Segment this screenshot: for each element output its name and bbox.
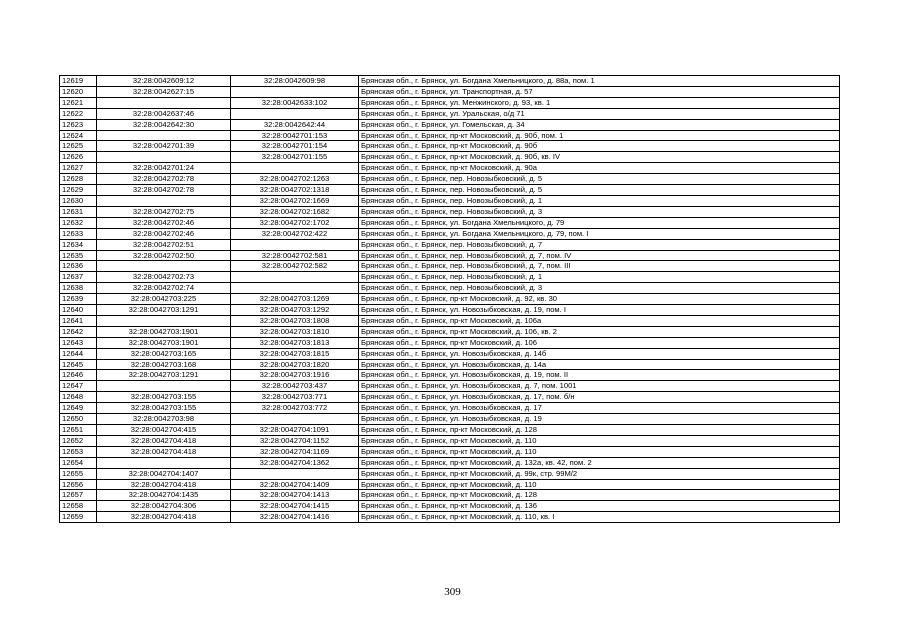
object-cadastral-number-cell: 32:28:0042703:1292	[231, 305, 359, 316]
row-number-cell: 12623	[60, 119, 97, 130]
object-cadastral-number-cell: 32:28:0042633:102	[231, 97, 359, 108]
row-number-cell: 12619	[60, 76, 97, 87]
address-cell: Брянская обл., г. Брянск, пер. Новозыбковский, д. 3	[359, 283, 840, 294]
table-row	[60, 261, 840, 272]
land-cadastral-number-cell: 32:28:0042703:168	[97, 359, 231, 370]
table-row	[60, 425, 840, 436]
object-cadastral-number-cell: 32:28:0042704:1152	[231, 435, 359, 446]
land-cadastral-number-cell	[97, 381, 231, 392]
address-cell: Брянская обл., г. Брянск, ул. Менжинского, д. 93, кв. 1	[359, 97, 840, 108]
row-number-cell: 12654	[60, 457, 97, 468]
table-row	[60, 239, 840, 250]
object-cadastral-number-cell: 32:28:0042704:1409	[231, 479, 359, 490]
address-cell: Брянская обл., г. Брянск, ул. Уральская, о/д 71	[359, 108, 840, 119]
address-cell: Брянская обл., г. Брянск, пер. Новозыбковский, д. 7	[359, 239, 840, 250]
table-row	[60, 163, 840, 174]
registry-body	[60, 76, 840, 523]
table-row	[60, 206, 840, 217]
row-number-cell: 12640	[60, 305, 97, 316]
row-number-cell: 12629	[60, 185, 97, 196]
table-row	[60, 250, 840, 261]
object-cadastral-number-cell	[231, 239, 359, 250]
object-cadastral-number-cell: 32:28:0042704:1362	[231, 457, 359, 468]
object-cadastral-number-cell	[231, 272, 359, 283]
land-cadastral-number-cell: 32:28:0042609:12	[97, 76, 231, 87]
land-cadastral-number-cell	[97, 457, 231, 468]
table-row	[60, 370, 840, 381]
table-row	[60, 435, 840, 446]
row-number-cell: 12624	[60, 130, 97, 141]
land-cadastral-number-cell: 32:28:0042703:225	[97, 294, 231, 305]
land-cadastral-number-cell: 32:28:0042702:78	[97, 185, 231, 196]
object-cadastral-number-cell: 32:28:0042702:1682	[231, 206, 359, 217]
land-cadastral-number-cell: 32:28:0042637:46	[97, 108, 231, 119]
table-row	[60, 217, 840, 228]
table-row	[60, 512, 840, 523]
row-number-cell: 12648	[60, 392, 97, 403]
table-row	[60, 108, 840, 119]
object-cadastral-number-cell: 32:28:0042704:1416	[231, 512, 359, 523]
row-number-cell: 12631	[60, 206, 97, 217]
land-cadastral-number-cell: 32:28:0042703:165	[97, 348, 231, 359]
table-row	[60, 305, 840, 316]
object-cadastral-number-cell: 32:28:0042704:1169	[231, 446, 359, 457]
object-cadastral-number-cell: 32:28:0042609:98	[231, 76, 359, 87]
land-cadastral-number-cell: 32:28:0042704:418	[97, 479, 231, 490]
land-cadastral-number-cell	[97, 152, 231, 163]
table-row	[60, 468, 840, 479]
object-cadastral-number-cell	[231, 108, 359, 119]
object-cadastral-number-cell: 32:28:0042702:581	[231, 250, 359, 261]
object-cadastral-number-cell: 32:28:0042703:437	[231, 381, 359, 392]
address-cell: Брянская обл., г. Брянск, пр-кт Московский, д. 128	[359, 425, 840, 436]
table-row	[60, 86, 840, 97]
object-cadastral-number-cell	[231, 86, 359, 97]
row-number-cell: 12636	[60, 261, 97, 272]
land-cadastral-number-cell	[97, 315, 231, 326]
table-row	[60, 359, 840, 370]
address-cell: Брянская обл., г. Брянск, пер. Новозыбковский, д. 5	[359, 174, 840, 185]
table-row	[60, 337, 840, 348]
table-row	[60, 348, 840, 359]
row-number-cell: 12641	[60, 315, 97, 326]
address-cell: Брянская обл., г. Брянск, пр-кт Московский, д. 90а	[359, 163, 840, 174]
row-number-cell: 12653	[60, 446, 97, 457]
address-cell: Брянская обл., г. Брянск, пер. Новозыбковский, д. 7, пом. IV	[359, 250, 840, 261]
row-number-cell: 12637	[60, 272, 97, 283]
table-row	[60, 119, 840, 130]
table-row	[60, 174, 840, 185]
address-cell: Брянская обл., г. Брянск, пер. Новозыбковский, д. 7, пом. III	[359, 261, 840, 272]
land-cadastral-number-cell: 32:28:0042702:74	[97, 283, 231, 294]
address-cell: Брянская обл., г. Брянск, пер. Новозыбковский, д. 5	[359, 185, 840, 196]
table-row	[60, 97, 840, 108]
address-cell: Брянская обл., г. Брянск, ул. Новозыбковская, д. 19, пом. I	[359, 305, 840, 316]
address-cell: Брянская обл., г. Брянск, пр-кт Московский, д. 110	[359, 479, 840, 490]
table-row	[60, 490, 840, 501]
object-cadastral-number-cell: 32:28:0042702:582	[231, 261, 359, 272]
row-number-cell: 12657	[60, 490, 97, 501]
object-cadastral-number-cell: 32:28:0042703:1815	[231, 348, 359, 359]
address-cell: Брянская обл., г. Брянск, пр-кт Московский, д. 106	[359, 337, 840, 348]
land-cadastral-number-cell: 32:28:0042703:1291	[97, 370, 231, 381]
table-row	[60, 414, 840, 425]
object-cadastral-number-cell: 32:28:0042704:1415	[231, 501, 359, 512]
object-cadastral-number-cell: 32:28:0042703:771	[231, 392, 359, 403]
table-row	[60, 195, 840, 206]
object-cadastral-number-cell: 32:28:0042702:1318	[231, 185, 359, 196]
land-cadastral-number-cell	[97, 261, 231, 272]
land-cadastral-number-cell: 32:28:0042703:1901	[97, 337, 231, 348]
table-row	[60, 294, 840, 305]
object-cadastral-number-cell: 32:28:0042701:154	[231, 141, 359, 152]
address-cell: Брянская обл., г. Брянск, ул. Новозыбковская, д. 14а	[359, 359, 840, 370]
object-cadastral-number-cell: 32:28:0042701:155	[231, 152, 359, 163]
page-number: 309	[444, 586, 461, 598]
object-cadastral-number-cell: 32:28:0042701:153	[231, 130, 359, 141]
registry-table	[59, 75, 840, 523]
row-number-cell: 12630	[60, 195, 97, 206]
table-row	[60, 381, 840, 392]
land-cadastral-number-cell	[97, 130, 231, 141]
table-row	[60, 152, 840, 163]
object-cadastral-number-cell: 32:28:0042703:1820	[231, 359, 359, 370]
table-row	[60, 272, 840, 283]
address-cell: Брянская обл., г. Брянск, ул. Новозыбковская, д. 17, пом. б/н	[359, 392, 840, 403]
table-row	[60, 392, 840, 403]
row-number-cell: 12642	[60, 326, 97, 337]
address-cell: Брянская обл., г. Брянск, пр-кт Московский, д. 132а, кв. 42, пом. 2	[359, 457, 840, 468]
table-row	[60, 403, 840, 414]
land-cadastral-number-cell: 32:28:0042703:1901	[97, 326, 231, 337]
object-cadastral-number-cell: 32:28:0042642:44	[231, 119, 359, 130]
object-cadastral-number-cell: 32:28:0042702:422	[231, 228, 359, 239]
table-row	[60, 228, 840, 239]
row-number-cell: 12634	[60, 239, 97, 250]
table-row	[60, 446, 840, 457]
row-number-cell: 12621	[60, 97, 97, 108]
object-cadastral-number-cell: 32:28:0042703:1269	[231, 294, 359, 305]
land-cadastral-number-cell: 32:28:0042704:1407	[97, 468, 231, 479]
address-cell: Брянская обл., г. Брянск, пр-кт Московский, д. 106а	[359, 315, 840, 326]
row-number-cell: 12655	[60, 468, 97, 479]
address-cell: Брянская обл., г. Брянск, пер. Новозыбковский, д. 1	[359, 272, 840, 283]
address-cell: Брянская обл., г. Брянск, ул. Гомельская, д. 34	[359, 119, 840, 130]
address-cell: Брянская обл., г. Брянск, пр-кт Московский, д. 106, кв. 2	[359, 326, 840, 337]
row-number-cell: 12643	[60, 337, 97, 348]
table-row	[60, 315, 840, 326]
address-cell: Брянская обл., г. Брянск, ул. Новозыбковская, д. 17	[359, 403, 840, 414]
row-number-cell: 12633	[60, 228, 97, 239]
object-cadastral-number-cell: 32:28:0042704:1413	[231, 490, 359, 501]
row-number-cell: 12645	[60, 359, 97, 370]
object-cadastral-number-cell	[231, 283, 359, 294]
row-number-cell: 12656	[60, 479, 97, 490]
object-cadastral-number-cell: 32:28:0042703:772	[231, 403, 359, 414]
object-cadastral-number-cell: 32:28:0042703:1808	[231, 315, 359, 326]
row-number-cell: 12658	[60, 501, 97, 512]
land-cadastral-number-cell: 32:28:0042704:418	[97, 512, 231, 523]
address-cell: Брянская обл., г. Брянск, ул. Богдана Хмельницкого, д. 88а, пом. 1	[359, 76, 840, 87]
object-cadastral-number-cell: 32:28:0042703:1813	[231, 337, 359, 348]
land-cadastral-number-cell: 32:28:0042702:46	[97, 228, 231, 239]
land-cadastral-number-cell: 32:28:0042642:30	[97, 119, 231, 130]
table-row	[60, 326, 840, 337]
address-cell: Брянская обл., г. Брянск, ул. Новозыбковская, д. 7, пом. 1001	[359, 381, 840, 392]
address-cell: Брянская обл., г. Брянск, пр-кт Московский, д. 110, кв. I	[359, 512, 840, 523]
address-cell: Брянская обл., г. Брянск, пер. Новозыбковский, д. 3	[359, 206, 840, 217]
land-cadastral-number-cell: 32:28:0042704:418	[97, 435, 231, 446]
object-cadastral-number-cell: 32:28:0042702:1702	[231, 217, 359, 228]
object-cadastral-number-cell: 32:28:0042704:1091	[231, 425, 359, 436]
row-number-cell: 12622	[60, 108, 97, 119]
object-cadastral-number-cell: 32:28:0042702:1669	[231, 195, 359, 206]
address-cell: Брянская обл., г. Брянск, пр-кт Московский, д. 110	[359, 435, 840, 446]
row-number-cell: 12627	[60, 163, 97, 174]
land-cadastral-number-cell: 32:28:0042702:50	[97, 250, 231, 261]
row-number-cell: 12638	[60, 283, 97, 294]
address-cell: Брянская обл., г. Брянск, пр-кт Московский, д. 90б	[359, 141, 840, 152]
row-number-cell: 12632	[60, 217, 97, 228]
land-cadastral-number-cell: 32:28:0042703:155	[97, 403, 231, 414]
row-number-cell: 12644	[60, 348, 97, 359]
row-number-cell: 12649	[60, 403, 97, 414]
land-cadastral-number-cell: 32:28:0042704:415	[97, 425, 231, 436]
row-number-cell: 12659	[60, 512, 97, 523]
row-number-cell: 12647	[60, 381, 97, 392]
table-row	[60, 501, 840, 512]
land-cadastral-number-cell: 32:28:0042702:51	[97, 239, 231, 250]
land-cadastral-number-cell: 32:28:0042704:418	[97, 446, 231, 457]
address-cell: Брянская обл., г. Брянск, пер. Новозыбковский, д. 1	[359, 195, 840, 206]
address-cell: Брянская обл., г. Брянск, ул. Богдана Хмельницкого, д. 79	[359, 217, 840, 228]
table-row	[60, 141, 840, 152]
row-number-cell: 12620	[60, 86, 97, 97]
land-cadastral-number-cell: 32:28:0042702:75	[97, 206, 231, 217]
row-number-cell: 12639	[60, 294, 97, 305]
object-cadastral-number-cell: 32:28:0042702:1263	[231, 174, 359, 185]
address-cell: Брянская обл., г. Брянск, пр-кт Московский, д. 90б, кв. IV	[359, 152, 840, 163]
table-row	[60, 457, 840, 468]
land-cadastral-number-cell: 32:28:0042703:155	[97, 392, 231, 403]
land-cadastral-number-cell: 32:28:0042703:98	[97, 414, 231, 425]
table-row	[60, 283, 840, 294]
address-cell: Брянская обл., г. Брянск, пр-кт Московский, д. 128	[359, 490, 840, 501]
address-cell: Брянская обл., г. Брянск, ул. Богдана Хмельницкого, д. 79, пом. I	[359, 228, 840, 239]
row-number-cell: 12651	[60, 425, 97, 436]
land-cadastral-number-cell: 32:28:0042704:1435	[97, 490, 231, 501]
land-cadastral-number-cell: 32:28:0042704:306	[97, 501, 231, 512]
row-number-cell: 12650	[60, 414, 97, 425]
land-cadastral-number-cell: 32:28:0042627:15	[97, 86, 231, 97]
land-cadastral-number-cell: 32:28:0042701:39	[97, 141, 231, 152]
address-cell: Брянская обл., г. Брянск, пр-кт Московский, д. 99к, стр. 99М/2	[359, 468, 840, 479]
table-row	[60, 130, 840, 141]
row-number-cell: 12625	[60, 141, 97, 152]
table-row	[60, 185, 840, 196]
land-cadastral-number-cell	[97, 97, 231, 108]
row-number-cell: 12626	[60, 152, 97, 163]
table-row	[60, 76, 840, 87]
land-cadastral-number-cell	[97, 195, 231, 206]
land-cadastral-number-cell: 32:28:0042702:46	[97, 217, 231, 228]
object-cadastral-number-cell: 32:28:0042703:1916	[231, 370, 359, 381]
address-cell: Брянская обл., г. Брянск, пр-кт Московский, д. 110	[359, 446, 840, 457]
address-cell: Брянская обл., г. Брянск, ул. Транспортная, д. 57	[359, 86, 840, 97]
object-cadastral-number-cell	[231, 414, 359, 425]
address-cell: Брянская обл., г. Брянск, пр-кт Московский, д. 92, кв. 30	[359, 294, 840, 305]
land-cadastral-number-cell: 32:28:0042701:24	[97, 163, 231, 174]
row-number-cell: 12646	[60, 370, 97, 381]
address-cell: Брянская обл., г. Брянск, ул. Новозыбковская, д. 19, пом. II	[359, 370, 840, 381]
address-cell: Брянская обл., г. Брянск, пр-кт Московский, д. 136	[359, 501, 840, 512]
address-cell: Брянская обл., г. Брянск, ул. Новозыбковская, д. 14б	[359, 348, 840, 359]
land-cadastral-number-cell: 32:28:0042702:73	[97, 272, 231, 283]
address-cell: Брянская обл., г. Брянск, ул. Новозыбковская, д. 19	[359, 414, 840, 425]
address-cell: Брянская обл., г. Брянск, пр-кт Московский, д. 90б, пом. 1	[359, 130, 840, 141]
row-number-cell: 12635	[60, 250, 97, 261]
land-cadastral-number-cell: 32:28:0042703:1291	[97, 305, 231, 316]
table-row	[60, 479, 840, 490]
land-cadastral-number-cell: 32:28:0042702:78	[97, 174, 231, 185]
object-cadastral-number-cell: 32:28:0042703:1810	[231, 326, 359, 337]
row-number-cell: 12628	[60, 174, 97, 185]
object-cadastral-number-cell	[231, 468, 359, 479]
object-cadastral-number-cell	[231, 163, 359, 174]
row-number-cell: 12652	[60, 435, 97, 446]
